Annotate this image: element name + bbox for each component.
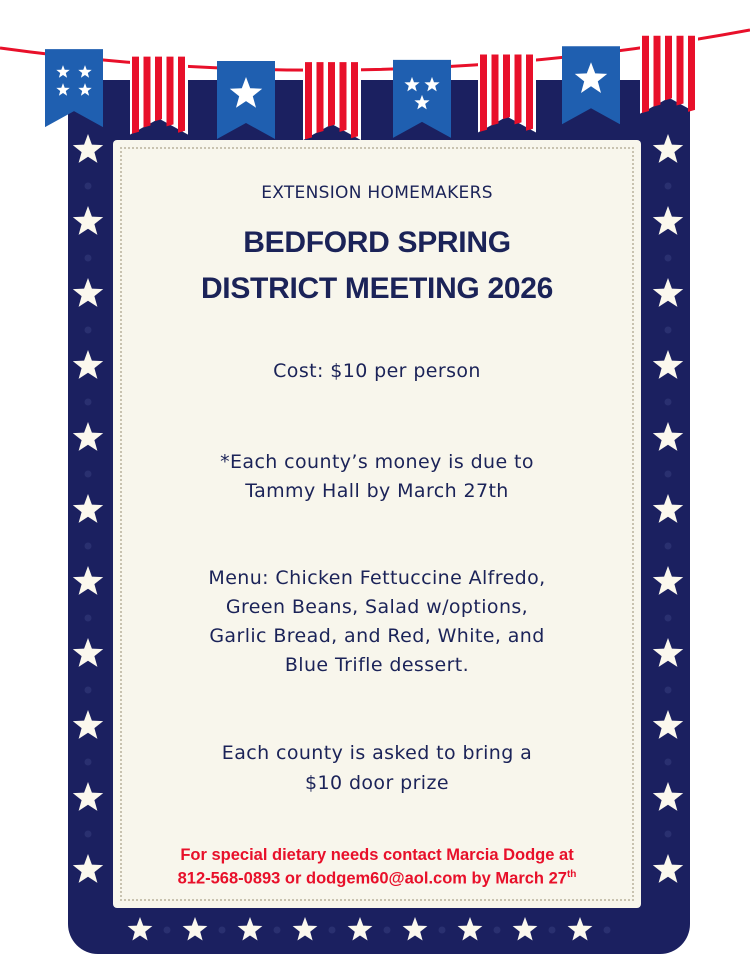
bunting-flag-icon — [130, 57, 188, 135]
star-icon — [653, 278, 683, 307]
border-dot — [604, 927, 611, 934]
star-icon — [183, 917, 208, 941]
flag-stripe — [480, 55, 487, 132]
flag-stripe — [340, 62, 347, 132]
flag-stripe — [503, 55, 510, 120]
flag-stripe — [642, 36, 649, 113]
border-dot — [665, 327, 672, 334]
star-icon — [653, 638, 683, 667]
star-icon — [653, 206, 683, 235]
cost-text: Cost: $10 per person — [273, 360, 481, 382]
flag-stripe — [665, 36, 672, 101]
due-text-line-1: *Each county’s money is due to — [220, 451, 534, 473]
title-line-2: DISTRICT MEETING 2026 — [200, 272, 554, 305]
flag-stripe — [654, 36, 661, 107]
dietary-note-superscript: th — [566, 869, 577, 880]
border-dot — [439, 927, 446, 934]
bunting-flag-icon — [303, 62, 361, 140]
title-line-1: BEDFORD SPRING — [243, 226, 511, 259]
bunting-flag-icon — [45, 49, 103, 127]
star-icon — [73, 350, 103, 379]
border-dot — [164, 927, 171, 934]
star-icon — [73, 854, 103, 883]
star-icon — [653, 566, 683, 595]
bunting-flag-icon — [562, 46, 620, 124]
border-dot — [665, 687, 672, 694]
flag-stripe — [305, 62, 312, 139]
border-dot — [85, 759, 92, 766]
border-dot — [494, 927, 501, 934]
flag-stripe — [677, 36, 684, 106]
bunting-flag-icon — [640, 36, 698, 114]
flag-stripe — [167, 57, 174, 127]
flag-stripe — [317, 62, 324, 133]
border-dot — [665, 831, 672, 838]
star-icon — [73, 782, 103, 811]
flag-stripe — [515, 55, 522, 125]
star-icon — [568, 917, 593, 941]
star-icon — [458, 917, 483, 941]
star-icon — [653, 422, 683, 451]
door-prize-line-2: $10 door prize — [305, 772, 449, 794]
bunting-rope — [0, 30, 750, 70]
flag-stripe — [155, 57, 162, 122]
bunting-flag-icon — [478, 55, 536, 133]
star-icon — [513, 917, 538, 941]
flag-stripe — [328, 62, 335, 127]
border-dot — [85, 255, 92, 262]
star-icon — [348, 917, 373, 941]
border-dot — [219, 927, 226, 934]
border-dot — [665, 183, 672, 190]
border-dot — [85, 183, 92, 190]
star-icon — [238, 917, 263, 941]
flag-stripe — [178, 57, 185, 133]
flag-body — [45, 49, 103, 127]
door-prize-line-1: Each county is asked to bring a — [221, 742, 533, 764]
border-dot — [665, 471, 672, 478]
flag-stripe — [132, 57, 139, 134]
due-text-line-2: Tammy Hall by March 27th — [245, 480, 509, 502]
star-icon — [73, 422, 103, 451]
organization-name: EXTENSION HOMEMAKERS — [261, 183, 493, 203]
star-icon — [653, 854, 683, 883]
bunting-banner — [0, 30, 750, 140]
star-icon — [653, 782, 683, 811]
star-icon — [653, 134, 683, 163]
dietary-note-text: 812-568-0893 or dodgem60@aol.com by March 27 — [177, 869, 567, 888]
border-dot — [549, 927, 556, 934]
flag-stripe — [351, 62, 358, 138]
border-dot — [85, 687, 92, 694]
star-icon — [653, 494, 683, 523]
border-dot — [85, 327, 92, 334]
border-dot — [329, 927, 336, 934]
star-icon — [653, 350, 683, 379]
star-icon — [73, 278, 103, 307]
menu-line-4: Blue Trifle dessert. — [284, 654, 470, 676]
menu-line-3: Garlic Bread, and Red, White, and — [209, 625, 545, 647]
star-icon — [73, 566, 103, 595]
bunting-flag-icon — [393, 60, 451, 138]
star-icon — [73, 206, 103, 235]
bunting-flag-icon — [217, 61, 275, 139]
star-icon — [403, 917, 428, 941]
star-icon — [73, 134, 103, 163]
star-icon — [128, 917, 153, 941]
border-dot — [665, 543, 672, 550]
dietary-note-line-2 — [113, 869, 641, 889]
border-dot — [85, 471, 92, 478]
border-dot — [85, 399, 92, 406]
flag-stripe — [688, 36, 695, 112]
border-dot — [384, 927, 391, 934]
border-dot — [665, 399, 672, 406]
menu-line-1: Menu: Chicken Fettuccine Alfredo, — [208, 567, 546, 589]
star-icon — [73, 710, 103, 739]
star-icon — [73, 638, 103, 667]
flag-stripe — [492, 55, 499, 126]
star-icon — [653, 710, 683, 739]
border-dot — [85, 543, 92, 550]
star-icon — [293, 917, 318, 941]
star-icon — [73, 494, 103, 523]
flag-stripe — [144, 57, 151, 128]
border-dot — [665, 759, 672, 766]
border-dot — [85, 831, 92, 838]
dietary-note-line-1: For special dietary needs contact Marcia Dodge at — [180, 846, 574, 864]
border-dot — [665, 615, 672, 622]
flag-stripe — [526, 55, 533, 131]
border-dot — [85, 615, 92, 622]
border-dot — [665, 255, 672, 262]
border-dot — [274, 927, 281, 934]
menu-line-2: Green Beans, Salad w/options, — [225, 596, 529, 618]
